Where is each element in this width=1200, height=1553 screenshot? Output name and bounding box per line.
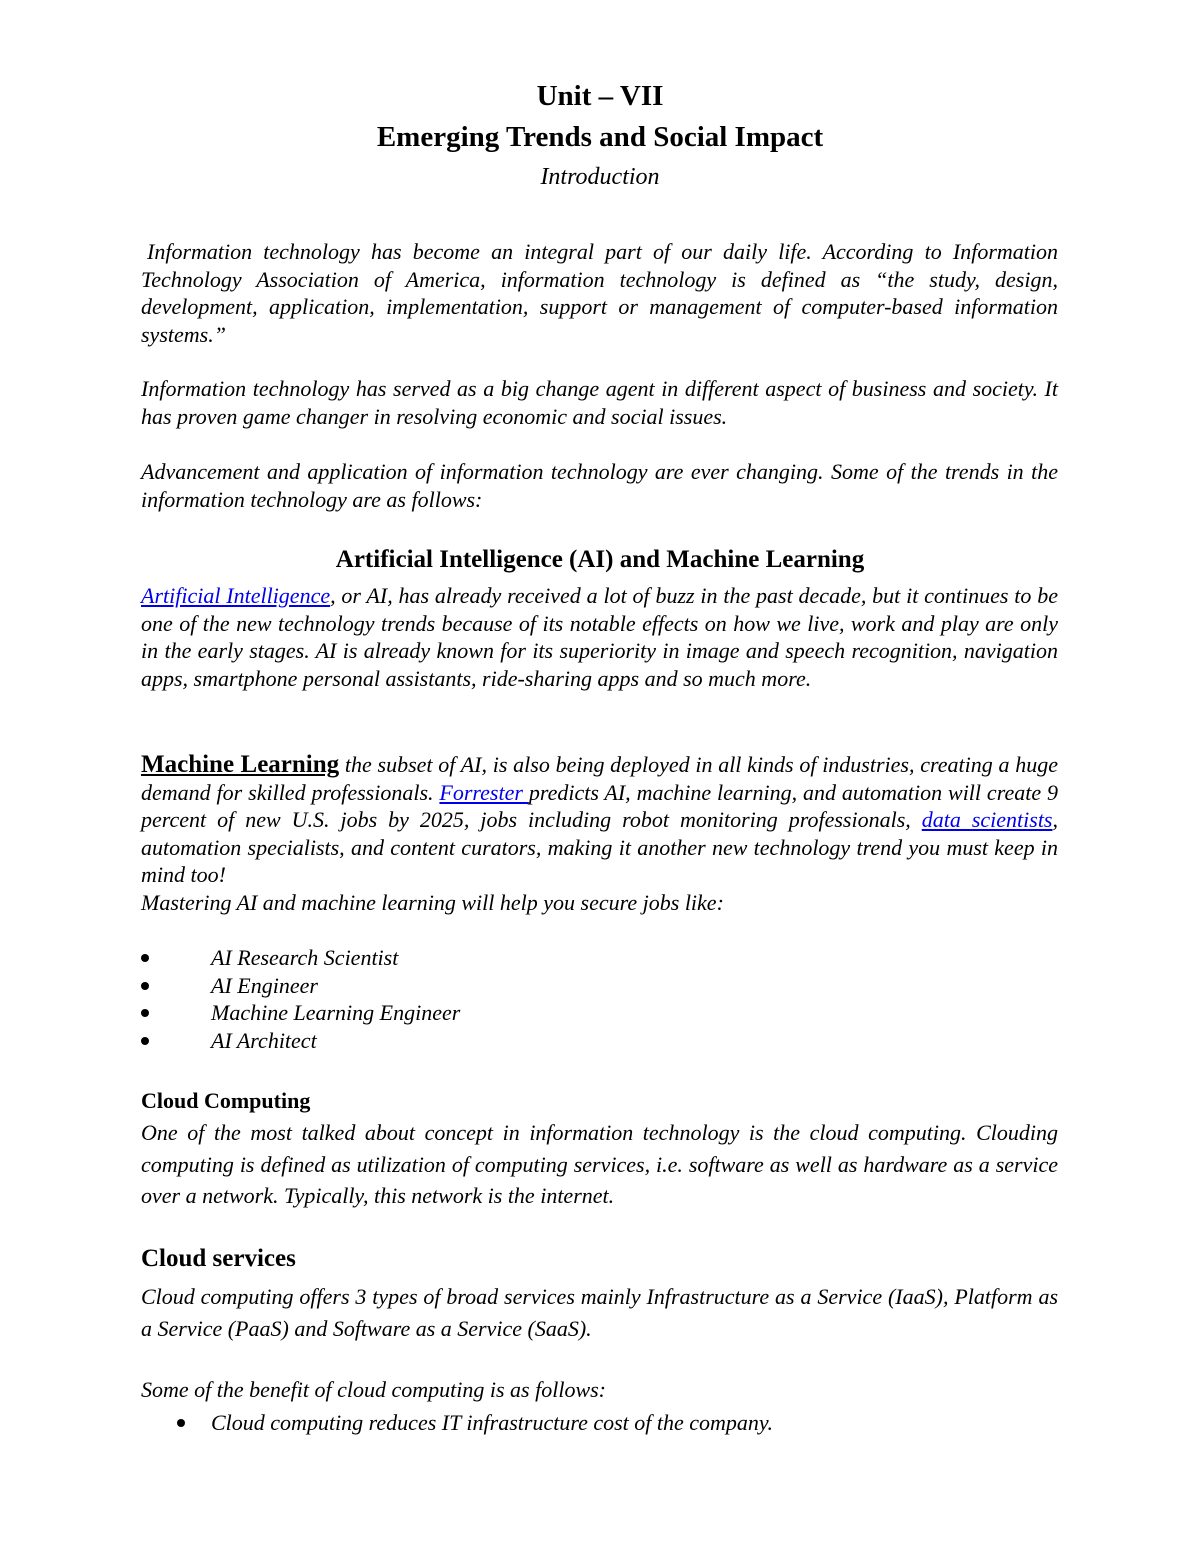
list-item bbox=[0, 999, 1200, 1027]
forrester-link[interactable]: Forrester bbox=[439, 779, 529, 805]
benefit-label: Cloud computing reduces IT infrastructure cost of the company. bbox=[211, 1410, 773, 1435]
ml-text-b: predicts AI, machine learning, and automation will create 9 percent of new U.S. jobs by 2025, jobs including robot monitoring professionals, bbox=[141, 779, 1058, 832]
bullet-icon bbox=[177, 1419, 185, 1427]
ai-paragraph bbox=[141, 582, 1058, 692]
unit-title: Unit – VII bbox=[536, 80, 664, 112]
job-label: AI Architect bbox=[211, 1027, 317, 1053]
intro-paragraph-3: Advancement and application of information technology are ever changing. Some of the trends in the information technology are as follows: bbox=[141, 459, 1058, 512]
bullet-icon bbox=[141, 1009, 149, 1017]
bullet-icon bbox=[141, 954, 149, 962]
document-title: Emerging Trends and Social Impact bbox=[376, 121, 824, 153]
ml-paragraph bbox=[141, 751, 1058, 916]
ml-term: Machine Learning bbox=[141, 751, 340, 778]
cloud-benefits-intro: Some of the benefit of cloud computing is as follows: bbox=[141, 1377, 607, 1402]
job-label: Machine Learning Engineer bbox=[211, 1000, 461, 1025]
ml-text-a: the subset of AI, is also being deployed in all kinds of industries, creating a huge demand for skilled professionals. bbox=[141, 752, 1058, 805]
bullet-icon bbox=[141, 982, 149, 990]
list-item bbox=[0, 972, 1200, 1000]
list-item bbox=[0, 944, 1200, 972]
ai-heading: Artificial Intelligence (AI) and Machine Learning bbox=[335, 546, 865, 573]
intro-heading: Introduction bbox=[540, 164, 660, 190]
jobs-list bbox=[0, 944, 1200, 1054]
bullet-icon bbox=[141, 1037, 149, 1045]
benefits-list bbox=[0, 1409, 1200, 1437]
ai-paragraph-text: , or AI, has already received a lot of buzz in the past decade, but it continues to be one of the new technology trends because of its notable effects on how we live, work and play are only in the early stages. AI is already known for its superiority in image and speech recognition, navigation apps, smartphone personal assistants, ride-sharing apps and so much more. bbox=[141, 583, 1058, 691]
list-item bbox=[0, 1027, 1200, 1055]
intro-paragraph-2: Information technology has served as a big change agent in different aspect of business and society. It has proven game changer in resolving economic and social issues. bbox=[141, 376, 1058, 429]
ml-text-c: , automation specialists, and content curators, making it another new technology trend you must keep in mind too! bbox=[141, 807, 1058, 887]
cloud-paragraph: One of the most talked about concept in information technology is the cloud computing. Clouding computing is defined as utilization of computing services, i.e. software as well as hardware as a service over a network. Typically, this network is the internet. bbox=[141, 1120, 1058, 1208]
job-label: AI Engineer bbox=[211, 972, 318, 998]
job-label: AI Research Scientist bbox=[211, 945, 399, 970]
list-item bbox=[0, 1409, 1200, 1437]
ml-jobs-intro: Mastering AI and machine learning will help you secure jobs like: bbox=[141, 889, 724, 915]
intro-paragraph-1: Information technology has become an integral part of our daily life. According to Information Technology Association of America, information technology is defined as “the study, design, development, application, implementation, support or management of computer-based information systems.” bbox=[141, 239, 1058, 347]
cloud-computing-heading: Cloud Computing bbox=[141, 1088, 311, 1113]
ai-link[interactable]: Artificial Intelligence bbox=[141, 583, 331, 608]
data-scientists-link[interactable]: data scientists bbox=[921, 807, 1053, 832]
cloud-services-heading: Cloud services bbox=[141, 1245, 296, 1272]
cloud-services-paragraph: Cloud computing offers 3 types of broad services mainly Infrastructure as a Service (IaaS), Platform as a Service (PaaS) and Software as a Service (SaaS). bbox=[141, 1284, 1058, 1341]
